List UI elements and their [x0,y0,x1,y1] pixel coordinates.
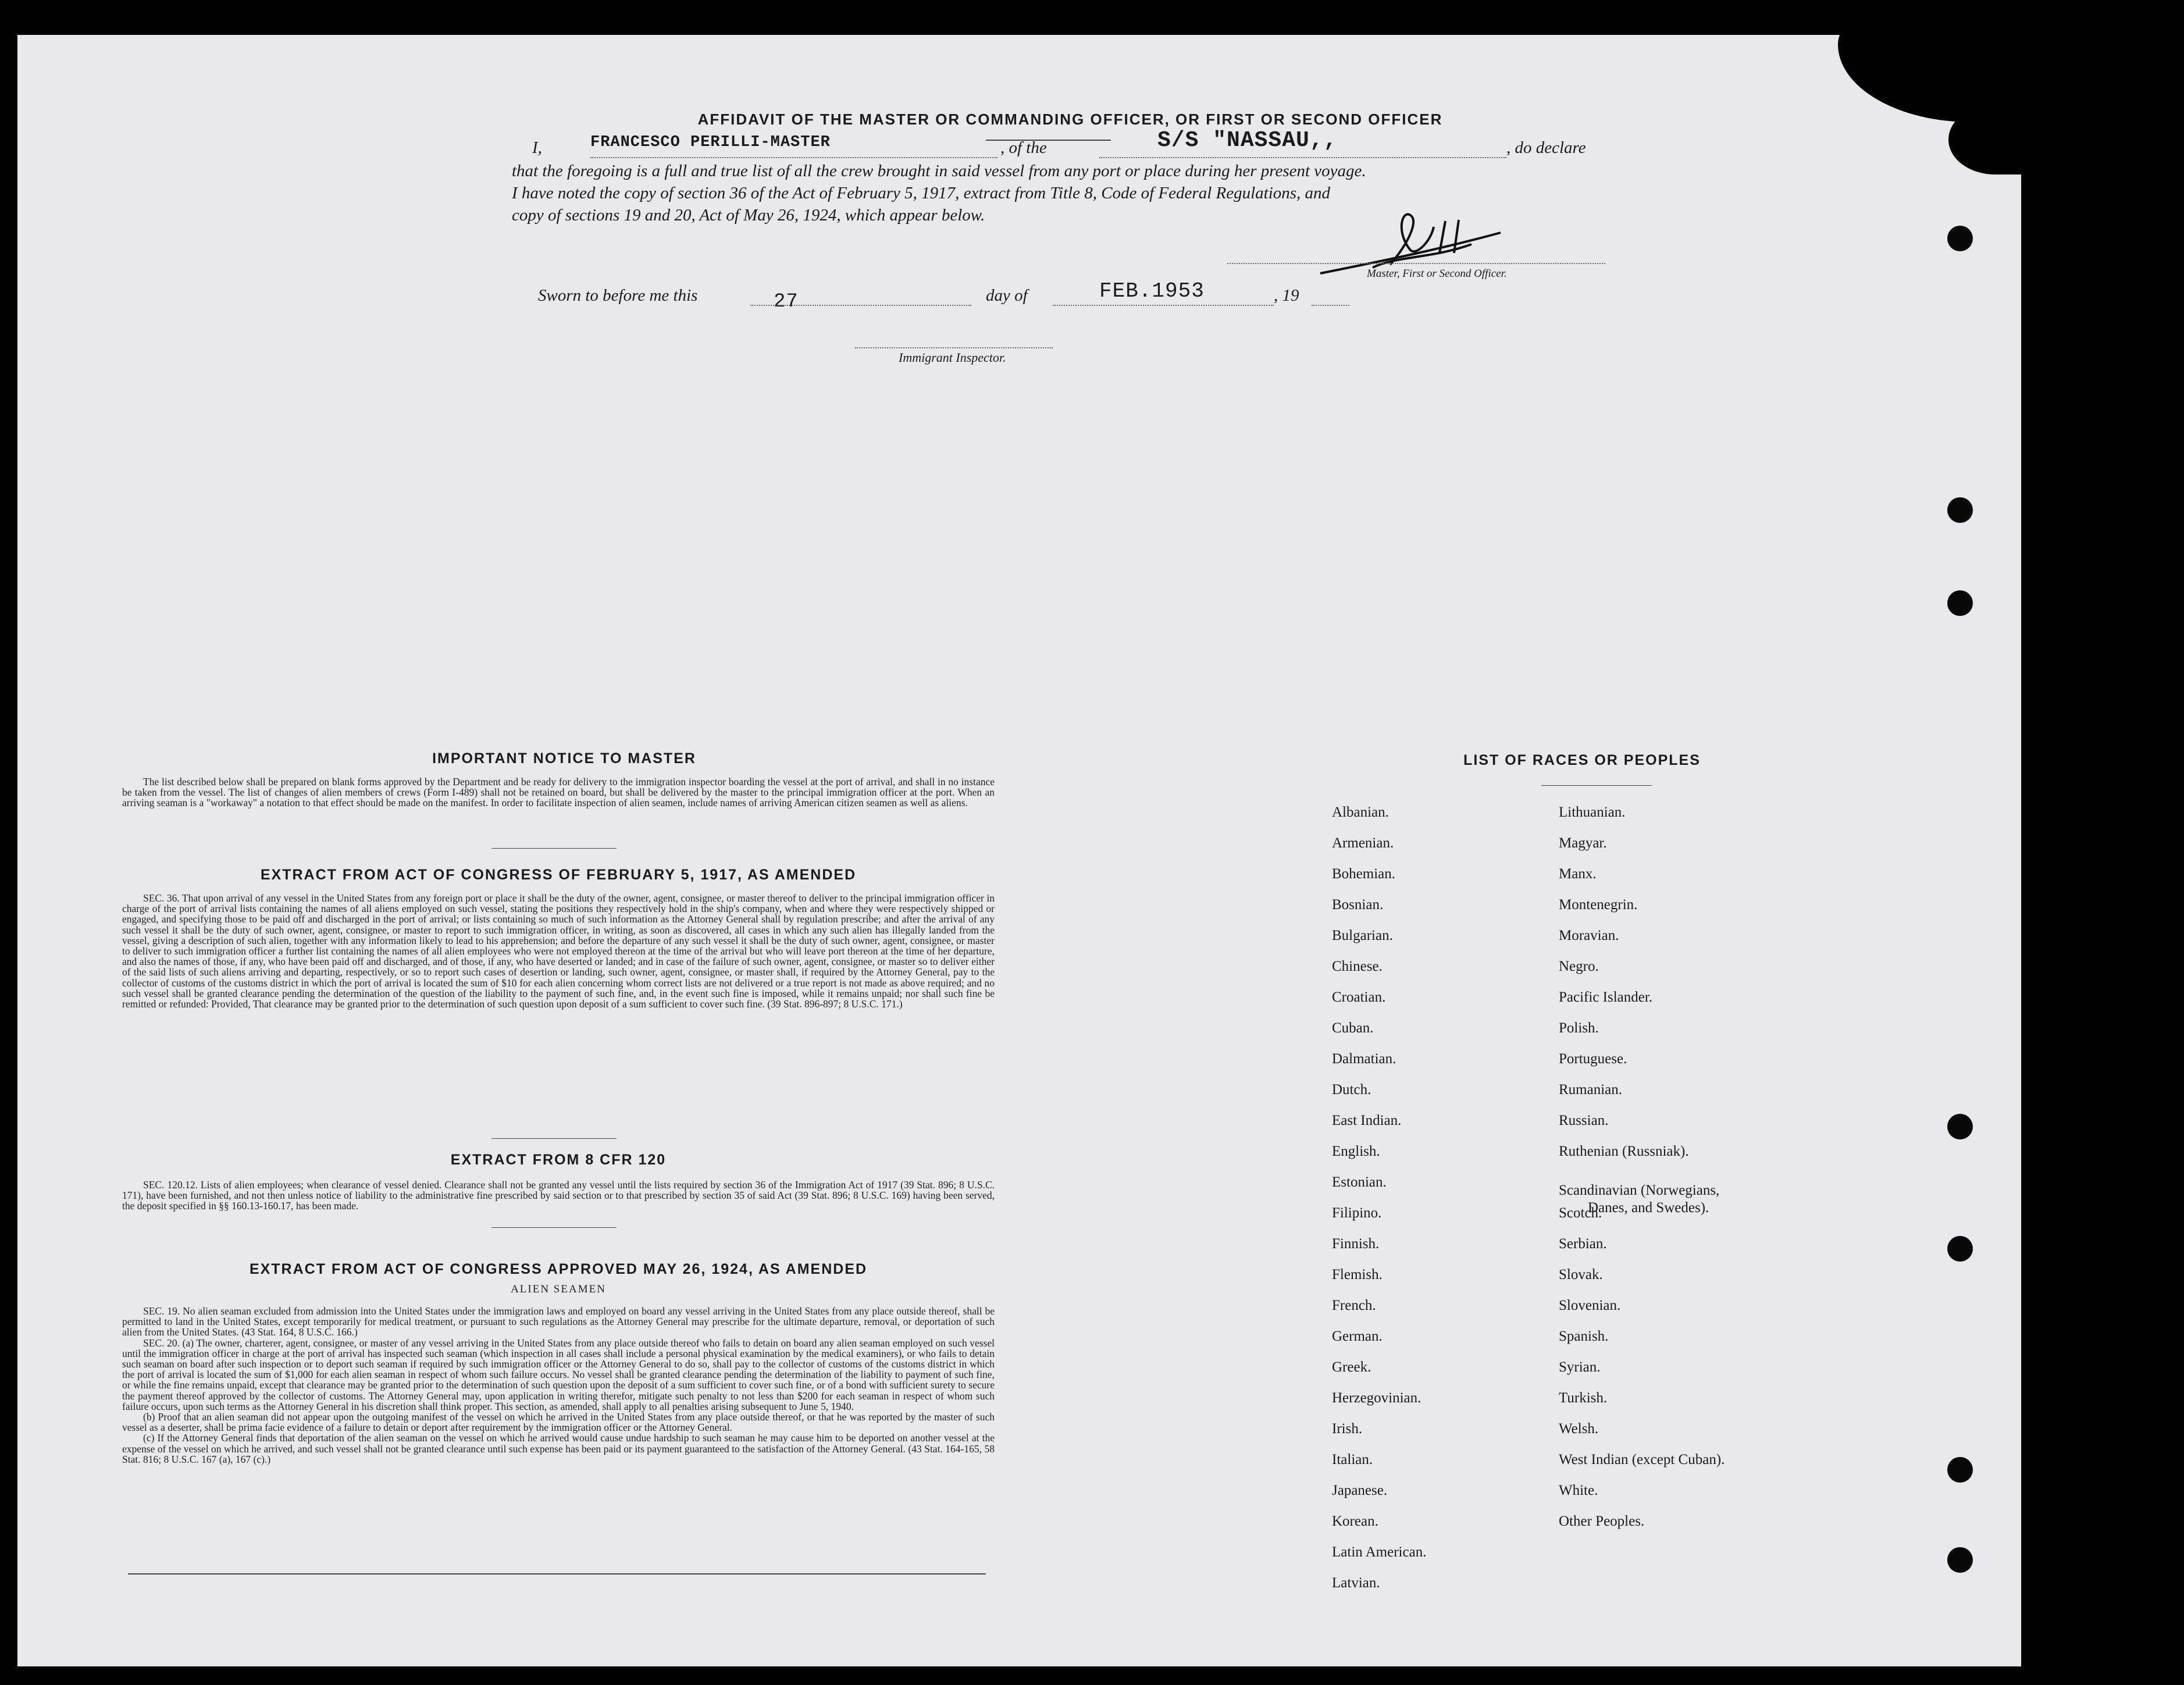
punch-hole [1947,590,1973,616]
torn-corner-fragment [1948,105,2042,174]
signature-caption: Master, First or Second Officer. [1367,268,1507,280]
race-item: White. [1559,1483,1598,1498]
sworn-label: Sworn to before me this [538,286,698,305]
race-item: Rumanian. [1559,1082,1623,1098]
footer-rule [128,1573,986,1574]
race-item: Montenegrin. [1559,897,1638,913]
race-item: Other Peoples. [1559,1513,1645,1529]
section-rule [491,848,617,849]
inspector-caption: Immigrant Inspector. [899,350,1006,365]
extract-1924-heading: EXTRACT FROM ACT OF CONGRESS APPROVED MAY 26, 1924, AS AMENDED [249,1261,868,1277]
race-item: East Indian. [1332,1113,1402,1128]
races-heading: LIST OF RACES OR PEOPLES [1463,752,1701,768]
race-item: Dalmatian. [1332,1051,1396,1067]
master-name-field[interactable]: FRANCESCO PERILLI-MASTER [590,134,831,151]
affidavit-i-label: I, [532,138,542,157]
of-the-label: , of the [1000,138,1047,157]
race-item: Turkish. [1559,1390,1608,1406]
race-item: Danes, and Swedes). [1588,1200,1709,1216]
extract-1917-paragraph: SEC. 36. That upon arrival of any vessel in the United States from any foreign port or place it shall be the duty of the owner, agent, consignee, or master thereof to deliver to the principal immigration officer in charge of the port of arrival lists containing the names of all aliens employed on such vessel, stating the positions they respectively hold in the ship's company, when and where they were respectively shipped or engaged, and specifying those to be paid off and discharged in the port of arrival; or lists containing so much of such information as the Attorney General shall by regulation prescribe; and after the arrival of any such vessel it shall be the duty of such owner, agent, consignee, or master to report to such immigration officer, in writing, as soon as discovered, all cases in which any such alien has illegally landed from the vessel, giving a description of such alien, together with any information likely to lead to his apprehension; and before the departure of any such vessel it shall be the duty of such owner, agent, consignee, or master to deliver to such immigration officer a further list containing the names of all alien employees who were not employed thereon at the time of the arrival but who will leave port thereon at the time of her departure, and also the names of those, if any, who have been paid off and discharged, and of those, if any, who have deserted or landed; and in case of the failure of such owner, agent, consignee, or master so to deliver either of the said lists of such aliens arriving and departing, respectively, or so to report such cases of desertion or landing, such owner, agent, consignee, or master shall, if required by the Attorney General, pay to the collector of customs of the customs district in which the port of arrival is located the sum of $10 for each alien concerning whom correct lists are not delivered or a true report is not made as above required; and no such vessel shall be granted clearance pending the determination of the question of the liability to the payment of such fine, and, in the event such fine is imposed, while it remains unpaid; nor shall such fine be remitted or refunded: Provided, That clearance may be granted prior to the determination of such question upon deposit of a sum sufficient to cover such fine. (39 Stat. 896-897; 8 U.S.C. 171.) [122,892,995,1010]
punch-hole [1947,1114,1973,1139]
race-item: Spanish. [1559,1328,1609,1344]
race-item: Chinese. [1332,959,1383,974]
race-item: Portuguese. [1559,1051,1627,1067]
extract-1924-paragraph: SEC. 20. (a) The owner, charterer, agent, consignee, or master of any vessel arriving in the United States from any place outside thereof who fails to detain on board any alien seaman employed on such vessel until the immigration officer in charge at the port of arrival has inspected such seaman (which inspection in all cases shall include a personal physical examination by the medical examiners), or who fails to detain such seaman on board after such inspection or to deport such seaman if required by such immigration officer or the Attorney General to do so, shall pay to the collector of customs of the customs district in which the port of arrival is located the sum of $1,000 for each alien seaman in respect of whom such failure occurs. No vessel shall be granted clearance pending the determination of the liability to payment of such fine, or while the fine remains unpaid, except that clearance may be granted prior to the determination of such question upon the deposit of a sum sufficient to cover such fine, or of a bond with sufficient surety to secure the payment thereof approved by the collector of customs. The Attorney General may, upon application in writing therefor, mitigate such penalty to not less than $200 for each seaman in respect of whom such failure occurs, upon such terms as the Attorney General in his discretion shall think proper. This section, as amended, shall apply to all penalties arising subsequent to June 5, 1940. [122,1337,995,1412]
notice-text [122,776,995,808]
declare-label: , do declare [1506,138,1586,157]
section-rule [491,1138,617,1139]
race-item: Estonian. [1332,1174,1387,1190]
signature-fill-line [1227,262,1605,264]
race-item: Bulgarian. [1332,928,1393,943]
race-item: German. [1332,1328,1383,1344]
punch-hole [1947,1236,1973,1262]
race-item: Manx. [1559,866,1597,882]
race-item: Bohemian. [1332,866,1396,882]
race-item: Moravian. [1559,928,1619,943]
race-item: Flemish. [1332,1267,1383,1283]
extract-1924-paragraph: (b) Proof that an alien seaman did not appear upon the outgoing manifest of the vessel on which he arrived in the United States from any place outside thereof, or that he was reported by the master of such vessel as a deserter, shall be prima facie evidence of a failure to detain or deport after requirement by the immigration officer or the Attorney General. [122,1411,995,1434]
affidavit-title: AFFIDAVIT OF THE MASTER OR COMMANDING OFFICER, OR FIRST OR SECOND OFFICER [697,111,1443,128]
race-item: French. [1332,1298,1376,1313]
sworn-month-field[interactable]: FEB.1953 [1099,279,1205,303]
race-item: Pacific Islander. [1559,989,1653,1005]
race-item: Welsh. [1559,1421,1599,1437]
year-label: , 19 [1274,286,1299,305]
extract-8cfr-text [122,1180,995,1212]
race-item: Herzegovinian. [1332,1390,1421,1406]
race-item: Bosnian. [1332,897,1384,913]
race-item: Scandinavian (Norwegians, [1559,1182,1720,1198]
inspector-fill-line [855,346,1053,348]
affidavit-body-line: that the foregoing is a full and true list of all the crew brought in said vessel from any port or place during her present voyage. [512,162,1366,180]
race-item: Finnish. [1332,1236,1380,1252]
race-item: Korean. [1332,1513,1378,1529]
race-item: Lithuanian. [1559,804,1626,820]
vessel-name-field[interactable]: S/S "NASSAU,, [1157,128,1338,153]
alien-seamen-subheading: ALIEN SEAMEN [511,1283,606,1295]
race-item: Negro. [1559,959,1599,974]
sworn-day-field[interactable]: 27 [774,291,799,313]
race-item: Cuban. [1332,1020,1374,1036]
affidavit-body-line: I have noted the copy of section 36 of the Act of February 5, 1917, extract from Title 8, Code of Federal Regulations, and [512,184,1331,202]
race-item: Polish. [1559,1020,1599,1036]
punch-hole [1947,497,1973,523]
race-item: Armenian. [1332,835,1394,851]
punch-hole [1947,1457,1973,1483]
year-fill-line [1312,304,1349,306]
race-item: Greek. [1332,1359,1371,1375]
affidavit-body-line: copy of sections 19 and 20, Act of May 26, 1924, which appear below. [512,206,985,225]
race-item: English. [1332,1143,1380,1159]
notice-paragraph: The list described below shall be prepared on blank forms approved by the Department and be ready for delivery to the immigration inspector boarding the vessel at the port of arrival, and shall in no instance be taken from the vessel. The list of changes of alien members of crews (Form I-489) shall not be retained on board, but shall be delivered by the master to the principal immigration officer at the port. When an arriving seaman is a "workaway" a notation to that effect should be made on the manifest. In order to facilitate inspection of alien seamen, include names of arriving American citizen seamen as well as aliens. [122,776,995,809]
day-of-label: day of [986,286,1028,305]
race-item: Italian. [1332,1452,1373,1467]
race-item: Slovak. [1559,1267,1603,1283]
race-item: Dutch. [1332,1082,1371,1098]
race-item: Magyar. [1559,835,1607,851]
race-item: Ruthenian (Russniak). [1559,1143,1689,1159]
race-item: West Indian (except Cuban). [1559,1452,1725,1467]
section-rule [491,1227,617,1228]
race-item: Latvian. [1332,1575,1380,1591]
race-item: Latin American. [1332,1544,1427,1560]
race-item: Scotch. [1559,1205,1602,1221]
race-item: Irish. [1332,1421,1363,1437]
extract-8cfr-heading: EXTRACT FROM 8 CFR 120 [450,1152,667,1168]
punch-hole [1947,226,1973,251]
name-fill-line [590,156,997,158]
month-fill-line [1053,304,1274,306]
document-page [17,35,2021,1666]
extract-1924-text [122,1306,995,1465]
race-item: Albanian. [1332,804,1389,820]
extract-8cfr-paragraph: SEC. 120.12. Lists of alien employees; when clearance of vessel denied. Clearance shall not be granted any vessel until the lists required by section 36 of the Immigration Act of 1917 (39 Stat. 896; 8 U.S.C. 171), have been furnished, and not then unless notice of liability to the administrative fine prescribed by said section or to that prescribed by section 35 of said Act (39 Stat. 896; 8 U.S.C. 169) having been served, the deposit specified in §§ 160.13-160.17, has been made. [122,1179,995,1212]
race-item: Japanese. [1332,1483,1388,1498]
day-fill-line [750,304,971,306]
race-item: Filipino. [1332,1205,1382,1221]
punch-hole [1947,1547,1973,1573]
extract-1917-text [122,893,995,1009]
race-item: Russian. [1559,1113,1609,1128]
race-item: Slovenian. [1559,1298,1621,1313]
notice-heading: IMPORTANT NOTICE TO MASTER [432,750,696,767]
extract-1917-heading: EXTRACT FROM ACT OF CONGRESS OF FEBRUARY 5, 1917, AS AMENDED [260,867,857,883]
torn-corner [1838,0,2047,122]
race-item: Serbian. [1559,1236,1607,1252]
race-item: Croatian. [1332,989,1386,1005]
races-heading-rule [1541,785,1652,786]
race-item: Syrian. [1559,1359,1601,1375]
extract-1924-paragraph: (c) If the Attorney General finds that deportation of the alien seaman on the vessel on which he arrived would cause undue hardship to such seaman he may cause him to be deported on another vessel at the expense of the vessel on which he arrived, and such vessel shall not be granted clearance until such expense has been paid or its payment guaranteed to the satisfaction of the Attorney General. (43 Stat. 164-165, 58 Stat. 816; 8 U.S.C. 167 (a), 167 (c).) [122,1432,995,1465]
extract-1924-paragraph: SEC. 19. No alien seaman excluded from admission into the United States under the immigration laws and employed on board any vessel arriving in the United States from any place outside thereof, shall be permitted to land in the United States, except temporarily for medical treatment, or pursuant to such regulations as the Attorney General may prescribe for the ultimate departure, removal, or deportation of such alien from the United States. (43 Stat. 164, 8 U.S.C. 166.) [122,1305,995,1338]
vessel-fill-line [1099,156,1506,158]
